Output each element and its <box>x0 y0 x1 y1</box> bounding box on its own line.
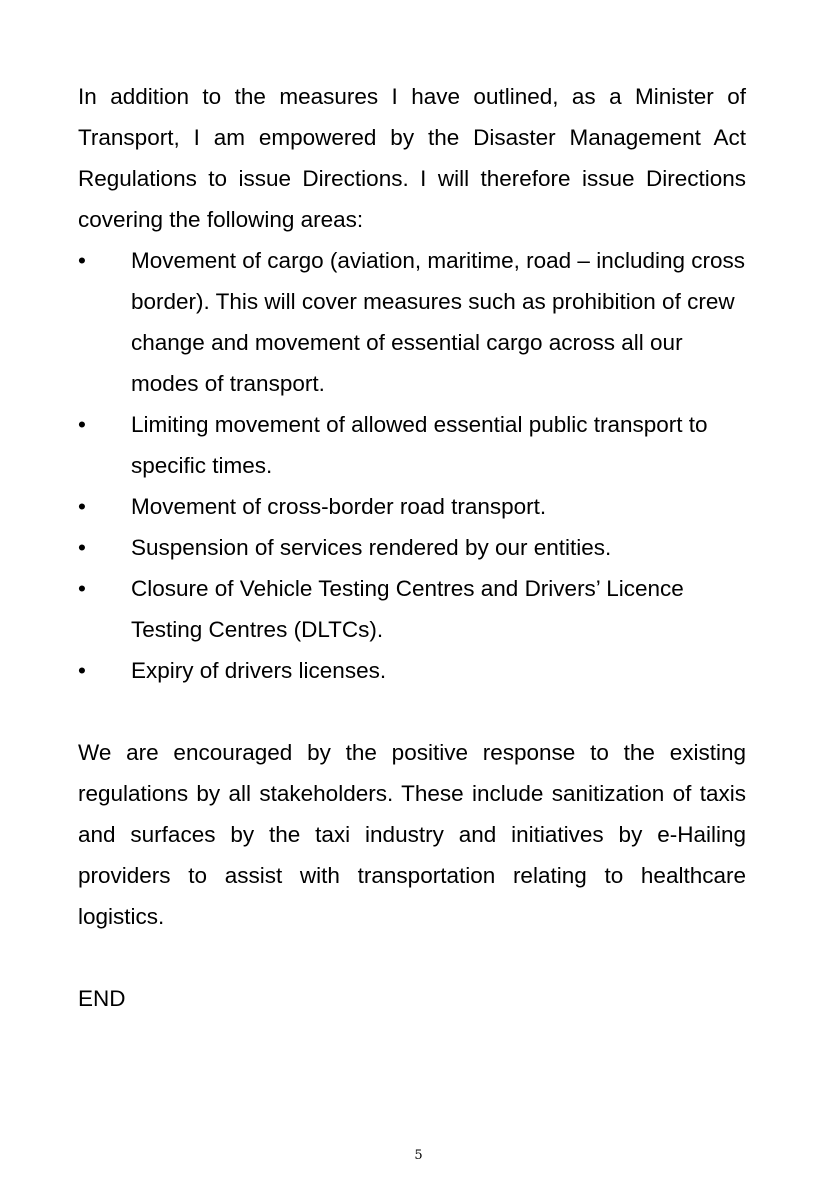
paragraph-spacer <box>78 691 746 732</box>
list-item-text: Movement of cross-border road transport. <box>131 494 547 519</box>
list-item-text: Closure of Vehicle Testing Centres and Drivers’ Licence Testing Centres (DLTCs). <box>131 576 684 642</box>
end-marker: END <box>78 986 126 1011</box>
bullet-icon: • <box>78 576 86 601</box>
bullet-icon: • <box>78 535 86 560</box>
list-item-text: Movement of cargo (aviation, maritime, road – including cross border). This will cover measures such as prohibition of crew change and movement of essential cargo across all our modes of transport. <box>131 248 746 396</box>
list-item <box>78 240 746 404</box>
list-item <box>78 404 746 486</box>
list-item-text: Limiting movement of allowed essential public transport to specific times. <box>131 412 708 478</box>
page-number: 5 <box>414 1148 423 1163</box>
document-body <box>78 76 746 1019</box>
list-item <box>78 527 746 568</box>
closing-paragraph: We are encouraged by the positive response to the existing regulations by all stakeholders. These include sanitization of taxis and surfaces by the taxi industry and initiatives by e-Hailing providers to assist with transportation relating to healthcare logistics. <box>78 740 746 929</box>
list-item-text: Expiry of drivers licenses. <box>131 658 387 683</box>
bullet-icon: • <box>78 658 86 683</box>
list-item-text: Suspension of services rendered by our entities. <box>131 535 612 560</box>
bullet-icon: • <box>78 494 86 519</box>
directions-list <box>78 240 746 691</box>
paragraph-spacer <box>78 937 746 978</box>
list-item <box>78 486 746 527</box>
bullet-icon: • <box>78 248 86 273</box>
list-item <box>78 650 746 691</box>
list-item <box>78 568 746 650</box>
intro-paragraph: In addition to the measures I have outlined, as a Minister of Transport, I am empowered by the Disaster Management Act Regulations to issue Directions. I will therefore issue Directions covering the following areas: <box>78 84 746 232</box>
bullet-icon: • <box>78 412 86 437</box>
